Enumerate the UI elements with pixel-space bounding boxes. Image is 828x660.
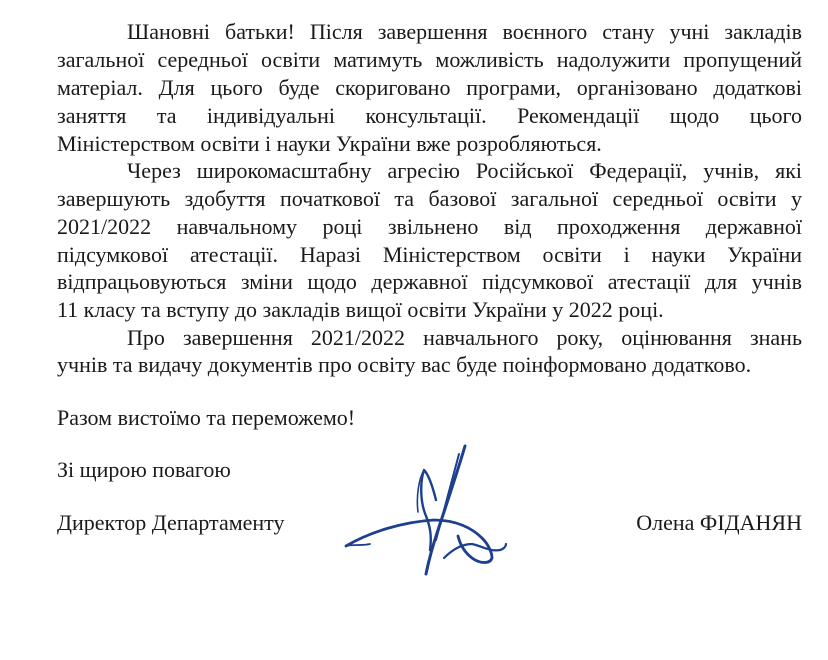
paragraph-2-line-3: 2021/2022 навчальному році звільнено від проходження державної <box>57 214 802 239</box>
paragraph-2-line-4: підсумкової атестації. Наразі Міністерством освіти і науки України <box>57 242 802 267</box>
paragraph-1-line-5: Міністерством освіти і науки України вже розробляються. <box>57 131 602 156</box>
paragraph-1-line-4: заняття та індивідуальні консультації. Рекомендації щодо цього <box>57 103 802 128</box>
paragraph-1-line-2: загальної середньої освіти матимуть можливість надолужити пропущений <box>57 47 802 72</box>
regards-text: Зі щирою повагою <box>57 457 231 482</box>
paragraph-1-line-3: матеріал. Для цього буде скориговано програми, організовано додаткові <box>57 75 802 100</box>
paragraph-1-line-1: Шановні батьки! Після завершення воєнного стану учні закладів <box>127 19 802 44</box>
paragraph-2-line-6: 11 класу та вступу до закладів вищої освіти України у 2022 році. <box>57 297 664 322</box>
signer-title: Директор Департаменту <box>57 510 285 535</box>
paragraph-3-line-1: Про завершення 2021/2022 навчального року, оцінювання знань <box>127 325 802 350</box>
handwritten-signature <box>340 440 510 580</box>
signer-name: Олена ФІДАНЯН <box>636 510 802 535</box>
paragraph-2-line-1: Через широкомасштабну агресію Російської Федерації, учнів, які <box>127 158 802 183</box>
paragraph-2-line-5: відпрацьовуються зміни щодо державної підсумкової атестації для учнів <box>57 269 802 294</box>
paragraph-2-line-2: завершують здобуття початкової та базової загальної середньої освіти у <box>57 186 802 211</box>
paragraph-3-line-2: учнів та видачу документів про освіту вас буде поінформовано додатково. <box>57 352 752 377</box>
closing-slogan: Разом вистоїмо та переможемо! <box>57 405 356 430</box>
